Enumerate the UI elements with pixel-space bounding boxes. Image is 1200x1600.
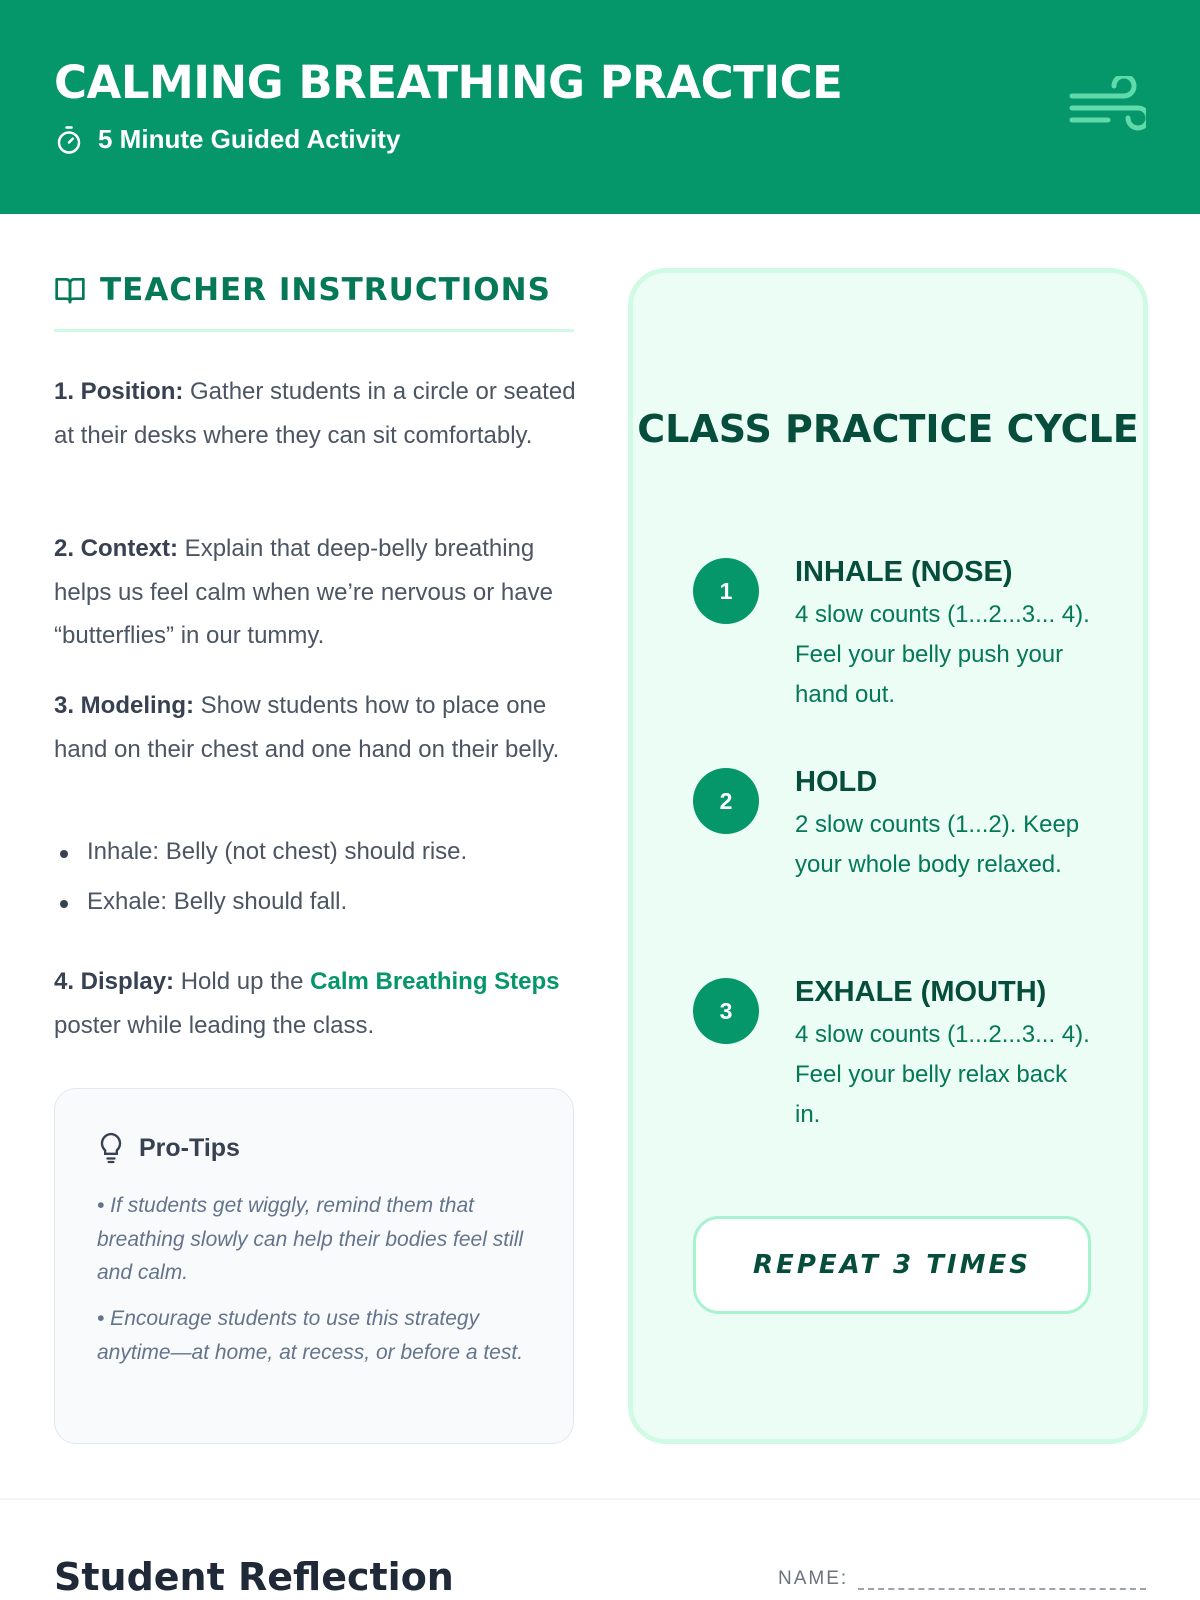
reflection-title: Student Reflection [54, 1555, 454, 1599]
step-number-badge: 2 [693, 768, 759, 834]
name-field-label: NAME: [778, 1568, 849, 1589]
poster-name-highlight: Calm Breathing Steps [310, 968, 560, 995]
stopwatch-icon [54, 125, 84, 155]
instruction-step-1 [54, 370, 584, 457]
pro-tip-item: • Encourage students to use this strategy anytime—at home, at recess, or before a test. [97, 1307, 524, 1364]
name-write-line[interactable] [858, 1568, 1146, 1590]
section-divider [0, 1498, 1200, 1500]
pro-tips-box [54, 1088, 574, 1444]
instruction-label: 4. Display: [54, 968, 175, 995]
practice-cycle-card [628, 268, 1148, 1444]
step-number-badge: 1 [693, 558, 759, 624]
breathing-check-list [54, 838, 584, 938]
activity-duration [54, 124, 400, 155]
step-name: HOLD [795, 766, 878, 798]
teacher-instructions-heading [54, 272, 574, 332]
instruction-text: Show students how to place one hand on their chest and one hand on their belly. [54, 692, 560, 763]
instruction-text: Gather students in a circle or seated at their desks where they can sit comfortably. [54, 378, 576, 449]
book-open-icon [54, 274, 86, 306]
step-description: 4 slow counts (1...2...3... 4). Feel your belly push your hand out. [795, 601, 1090, 708]
step-description: 4 slow counts (1...2...3... 4). Feel your belly relax back in. [795, 1021, 1090, 1128]
list-item: Inhale: Belly (not chest) should rise. [54, 838, 584, 866]
step-name: EXHALE (MOUTH) [795, 976, 1047, 1008]
instruction-label: 3. Modeling: [54, 692, 194, 719]
instruction-text: Explain that deep-belly breathing helps us feel calm when we’re nervous or have “butterflies” in our tummy. [54, 535, 553, 649]
instruction-label: 1. Position: [54, 378, 184, 405]
step-number-badge: 3 [693, 978, 759, 1044]
pro-tip-item: • If students get wiggly, remind them that breathing slowly can help their bodies feel still and calm. [97, 1194, 524, 1284]
instruction-text: Hold up the [174, 968, 311, 995]
instruction-step-3 [54, 684, 584, 771]
section-title: TEACHER INSTRUCTIONS [100, 272, 551, 308]
instruction-step-2 [54, 527, 584, 658]
lightbulb-icon [97, 1131, 125, 1165]
pro-tips-header [97, 1131, 240, 1165]
page-title: CALMING BREATHING PRACTICE [54, 56, 843, 109]
step-description: 2 slow counts (1...2). Keep your whole body relaxed. [795, 811, 1080, 878]
instruction-label: 2. Context: [54, 535, 179, 562]
list-item: Exhale: Belly should fall. [54, 888, 584, 916]
step-name: INHALE (NOSE) [795, 556, 1013, 588]
name-field[interactable] [778, 1568, 1146, 1590]
pro-tips-title: Pro-Tips [139, 1133, 240, 1162]
wind-icon [1068, 76, 1146, 138]
practice-cycle-title: CLASS PRACTICE CYCLE [637, 407, 1139, 451]
instruction-step-4 [54, 960, 584, 1047]
instruction-text: poster while leading the class. [54, 1011, 375, 1039]
repeat-badge: REPEAT 3 TIMES [693, 1216, 1091, 1314]
activity-duration-label: 5 Minute Guided Activity [98, 124, 401, 154]
page-header [0, 0, 1200, 214]
